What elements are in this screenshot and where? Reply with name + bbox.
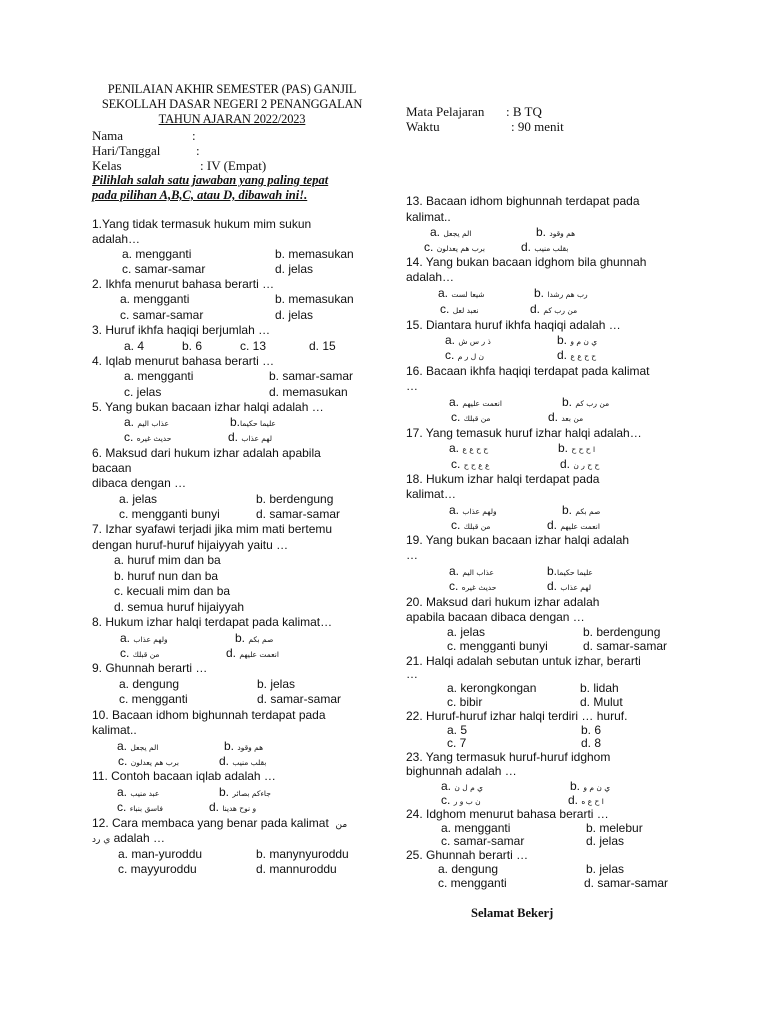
header-line-3: TAHUN AJARAN 2022/2023 <box>158 112 306 126</box>
q18-option-a[interactable]: a. ولهم عذاب <box>449 503 497 517</box>
q1-option-d[interactable]: d. jelas <box>275 262 314 276</box>
q19-option-b[interactable]: b.عليما حكيما <box>547 564 593 578</box>
q8-option-d[interactable]: d. انعمت عليهم <box>226 646 279 660</box>
waktu-value: : 90 menit <box>511 119 564 134</box>
q21-option-d[interactable]: d. Mulut <box>580 695 623 709</box>
q12-option-b[interactable]: b. manynyuroddu <box>256 847 349 861</box>
q11-text: 11. Contoh bacaan iqlab adalah … <box>92 769 276 783</box>
q12-option-c[interactable]: c. mayyuroddu <box>118 862 197 876</box>
label-mata-pelajaran: Mata Pelajaran <box>406 104 485 119</box>
q24-option-a[interactable]: a. mengganti <box>441 821 511 835</box>
q24-option-c[interactable]: c. samar-samar <box>441 834 525 848</box>
q9-option-a[interactable]: a. dengung <box>119 677 180 691</box>
q24-option-d[interactable]: d. jelas <box>586 834 625 848</box>
q1-text-2: adalah… <box>92 232 141 246</box>
q1-option-b[interactable]: b. memasukan <box>275 247 354 261</box>
q19-option-c[interactable]: c. حديث غيره <box>449 579 497 593</box>
q23-option-d[interactable]: d. ا ح ع ه <box>568 793 604 807</box>
q6-option-b[interactable]: b. berdengung <box>256 492 334 506</box>
q4-option-a[interactable]: a. mengganti <box>124 369 194 383</box>
q18-option-b[interactable]: b. صم بكم <box>562 503 601 517</box>
q21-option-b[interactable]: b. lidah <box>580 681 619 695</box>
q7-option-c[interactable]: c. kecuali mim dan ba <box>114 584 231 598</box>
q15-text: 15. Diantara huruf ikhfa haqiqi adalah … <box>406 318 621 332</box>
q13-option-b[interactable]: b. هم وقود <box>536 225 576 239</box>
q18-option-c[interactable]: c. من قبلك <box>451 518 491 532</box>
q17-option-a[interactable]: a. ح ح ع ع <box>449 441 489 455</box>
q23-option-a[interactable]: a. ي م ل ن <box>441 779 483 793</box>
q11-option-a[interactable]: a. عبد منيب <box>117 785 160 799</box>
header-line-1: PENILAIAN AKHIR SEMESTER (PAS) GANJIL <box>107 82 357 96</box>
q8-option-c[interactable]: c. من قبلك <box>120 646 160 660</box>
q6-option-d[interactable]: d. samar-samar <box>256 507 341 521</box>
q2-option-a[interactable]: a. mengganti <box>120 292 190 306</box>
q25-option-b[interactable]: b. jelas <box>586 862 625 876</box>
q20-text-2: apabila bacaan dibaca dengan … <box>406 610 585 624</box>
q25-option-c[interactable]: c. mengganti <box>438 876 507 890</box>
q15-option-c[interactable]: c. ن ل ر م <box>445 348 485 362</box>
q16-text-1: 16. Bacaan ikhfa haqiqi terdapat pada kalimat <box>406 364 650 378</box>
closing-text: Selamat Bekerj <box>471 906 554 920</box>
q19-text-1: 19. Yang bukan bacaan izhar halqi adalah <box>406 533 630 547</box>
q21-option-a[interactable]: a. kerongkongan <box>447 681 537 695</box>
q25-text: 25. Ghunnah berarti … <box>406 848 529 862</box>
q20-option-b[interactable]: b. berdengung <box>583 625 661 639</box>
label-nama: Nama <box>92 128 124 143</box>
q16-option-c[interactable]: c. من قبلك <box>451 410 491 424</box>
q24-option-b[interactable]: b. melebur <box>586 821 643 835</box>
q4-text: 4. Iqlab menurut bahasa berarti … <box>92 354 275 368</box>
q3-option-c[interactable]: c. 13 <box>240 339 267 353</box>
q11-option-d[interactable]: d. و نوح هدينا <box>209 800 257 814</box>
q1-text-1: 1.Yang tidak termasuk hukum mim sukun <box>92 217 312 231</box>
q5-option-d[interactable]: d. لهم عذاب <box>228 430 273 444</box>
q10-option-c[interactable]: c. برب هم يعدلون <box>118 754 179 768</box>
q25-option-d[interactable]: d. samar-samar <box>584 876 669 890</box>
q15-option-d[interactable]: d. ح ح ع ع <box>557 348 597 362</box>
instruction-line-2: pada pilihan A,B,C, atau D, dibawah ini!. <box>92 188 308 202</box>
q10-text-1: 10. Bacaan idhom bighunnah terdapat pada <box>92 708 326 722</box>
q23-text-2: bighunnah adalah … <box>406 764 517 778</box>
q15-option-a[interactable]: a. ذ ر س ش <box>445 333 491 347</box>
q7-text-1: 7. Izhar syafawi terjadi jika mim mati bertemu <box>92 522 333 536</box>
q14-option-a[interactable]: a. شيعا لست <box>438 286 485 300</box>
q24-text: 24. Idghom menurut bahasa berarti … <box>406 807 609 821</box>
q22-text: 22. Huruf-huruf izhar halqi terdiri … huruf. <box>406 709 628 723</box>
q23-option-b[interactable]: b. ي ن م و <box>570 779 611 793</box>
q10-option-d[interactable]: d. بقلب منيب <box>219 754 267 768</box>
q14-option-b[interactable]: b. رب هم رشدا <box>534 286 588 300</box>
q23-text-1: 23. Yang termasuk huruf-huruf idghom <box>406 750 611 764</box>
q8-option-a[interactable]: a. ولهم عذاب <box>120 631 168 645</box>
q6-text-1: 6. Maksud dari hukum izhar adalah apabila <box>92 446 321 460</box>
q19-text-2: … <box>406 548 418 562</box>
q19-option-a[interactable]: a. عذاب اليم <box>449 564 494 578</box>
q22-option-c[interactable]: c. 7 <box>447 736 467 750</box>
q20-option-d[interactable]: d. samar-samar <box>583 639 668 653</box>
q8-text: 8. Hukum izhar halqi terdapat pada kalimat… <box>92 615 333 629</box>
q1-option-a[interactable]: a. mengganti <box>122 247 192 261</box>
q20-option-a[interactable]: a. jelas <box>447 625 486 639</box>
q3-text: 3. Huruf ikhfa haqiqi berjumlah … <box>92 323 271 337</box>
q6-text-3: dibaca dengan … <box>92 476 187 490</box>
q18-option-d[interactable]: d. انعمت عليهم <box>547 518 600 532</box>
q4-option-b[interactable]: b. samar-samar <box>269 369 354 383</box>
q11-option-c[interactable]: c. فاسق بنباء <box>117 800 163 814</box>
q20-option-c[interactable]: c. mengganti bunyi <box>447 639 548 653</box>
exam-header <box>92 82 372 127</box>
q2-option-c[interactable]: c. samar-samar <box>120 308 204 322</box>
label-kelas: Kelas <box>92 158 122 173</box>
q16-option-a[interactable]: a. انعمت عليهم <box>449 395 502 409</box>
q18-text-1: 18. Hukum izhar halqi terdapat pada <box>406 472 600 486</box>
q10-option-b[interactable]: b. هم وقود <box>224 739 264 753</box>
q7-option-d[interactable]: d. semua huruf hijaiyyah <box>114 600 245 614</box>
q21-option-c[interactable]: c. bibir <box>447 695 483 709</box>
q6-option-c[interactable]: c. mengganti bunyi <box>119 507 220 521</box>
q3-option-d[interactable]: d. 15 <box>309 339 336 353</box>
q16-text-2: … <box>406 379 418 393</box>
q6-option-a[interactable]: a. jelas <box>119 492 158 506</box>
q17-option-d[interactable]: d. ح ح ر ن <box>560 457 600 471</box>
q22-option-b[interactable]: b. 6 <box>581 723 602 737</box>
q3-option-a[interactable]: a. 4 <box>124 339 145 353</box>
label-hari-tanggal: Hari/Tanggal <box>92 143 161 158</box>
q13-option-d[interactable]: d. بقلب منيب <box>521 240 569 254</box>
q2-option-d[interactable]: d. jelas <box>275 308 314 322</box>
q1-option-c[interactable]: c. samar-samar <box>122 262 206 276</box>
q19-option-d[interactable]: d. لهم عذاب <box>547 579 592 593</box>
q13-option-a[interactable]: a. الم يجعل <box>430 225 472 239</box>
q22-option-d[interactable]: d. 8 <box>581 736 602 750</box>
q11-option-b[interactable]: b. جاءكم بصائر <box>219 785 271 799</box>
q8-option-b[interactable]: b. صم بكم <box>235 631 274 645</box>
q4-option-d[interactable]: d. memasukan <box>269 385 348 399</box>
header-line-2: SEKOLLAH DASAR NEGERI 2 PENANGGALAN <box>101 97 363 111</box>
q12-text-1: 12. Cara membaca yang benar pada kalimat من <box>92 816 348 830</box>
q13-text-2: kalimat.. <box>406 210 451 224</box>
q5-option-b[interactable]: b.عليما حكيما <box>230 415 276 429</box>
q25-option-a[interactable]: a. dengung <box>438 862 499 876</box>
q6-text-2: bacaan <box>92 461 132 475</box>
q10-option-a[interactable]: a. الم يجعل <box>117 739 159 753</box>
mapel-value: : B TQ <box>506 104 542 119</box>
q2-text: 2. Ikhfa menurut bahasa berarti … <box>92 277 275 291</box>
colon-hari: : <box>196 143 200 158</box>
q17-option-c[interactable]: c. ع ع ح ح <box>451 457 490 471</box>
kelas-value: : IV (Empat) <box>200 158 267 173</box>
q17-text: 17. Yang temasuk huruf izhar halqi adalah… <box>406 426 642 440</box>
q21-text-1: 21. Halqi adalah sebutan untuk izhar, berarti <box>406 654 641 668</box>
q16-option-d[interactable]: d. من بعد <box>548 410 584 424</box>
q5-text: 5. Yang bukan bacaan izhar halqi adalah … <box>92 400 324 414</box>
q5-option-c[interactable]: c. حديث غيره <box>124 430 172 444</box>
q13-option-c[interactable]: c. برب هم يعدلون <box>424 240 485 254</box>
q23-option-c[interactable]: c. ن ب و ر <box>441 793 481 807</box>
q18-text-2: kalimat… <box>406 487 457 501</box>
q15-option-b[interactable]: b. ي ن م و <box>557 333 598 347</box>
q9-option-c[interactable]: c. mengganti <box>119 692 188 706</box>
q3-option-b[interactable]: b. 6 <box>182 339 203 353</box>
q9-text: 9. Ghunnah berarti … <box>92 661 208 675</box>
colon-nama: : <box>192 128 196 143</box>
label-waktu: Waktu <box>406 119 440 134</box>
q16-option-b[interactable]: b. من رب كم <box>562 395 610 409</box>
q12-option-a[interactable]: a. man-yuroddu <box>118 847 203 861</box>
q12-text-2: ي رد adalah … <box>92 831 165 845</box>
q20-text-1: 20. Maksud dari hukum izhar adalah <box>406 595 600 609</box>
q14-text-1: 14. Yang bukan bacaan idghom bila ghunnah <box>406 255 647 269</box>
q7-text-2: dengan huruf-huruf hijaiyyah yaitu … <box>92 538 289 552</box>
q2-option-b[interactable]: b. memasukan <box>275 292 354 306</box>
q5-option-a[interactable]: a. عذاب اليم <box>124 415 169 429</box>
instruction-line-1: Pilihlah salah satu jawaban yang paling tepat <box>92 173 329 187</box>
q10-text-2: kalimat.. <box>92 723 137 737</box>
q17-option-b[interactable]: b. ا ح ح ح <box>558 441 596 455</box>
q22-option-a[interactable]: a. 5 <box>447 723 468 737</box>
q14-option-d[interactable]: d. من رب كم <box>530 302 578 316</box>
q7-option-a[interactable]: a. huruf mim dan ba <box>114 553 221 567</box>
q14-option-c[interactable]: c. نعبد لعل <box>440 302 479 316</box>
q13-text-1: 13. Bacaan idhom bighunnah terdapat pada <box>406 194 640 208</box>
q7-option-b[interactable]: b. huruf nun dan ba <box>114 569 219 583</box>
q9-option-b[interactable]: b. jelas <box>257 677 296 691</box>
q4-option-c[interactable]: c. jelas <box>124 385 162 399</box>
q14-text-2: adalah… <box>406 270 455 284</box>
q12-option-d[interactable]: d. mannuroddu <box>256 862 337 876</box>
q21-text-2: … <box>406 667 418 681</box>
q9-option-d[interactable]: d. samar-samar <box>257 692 342 706</box>
